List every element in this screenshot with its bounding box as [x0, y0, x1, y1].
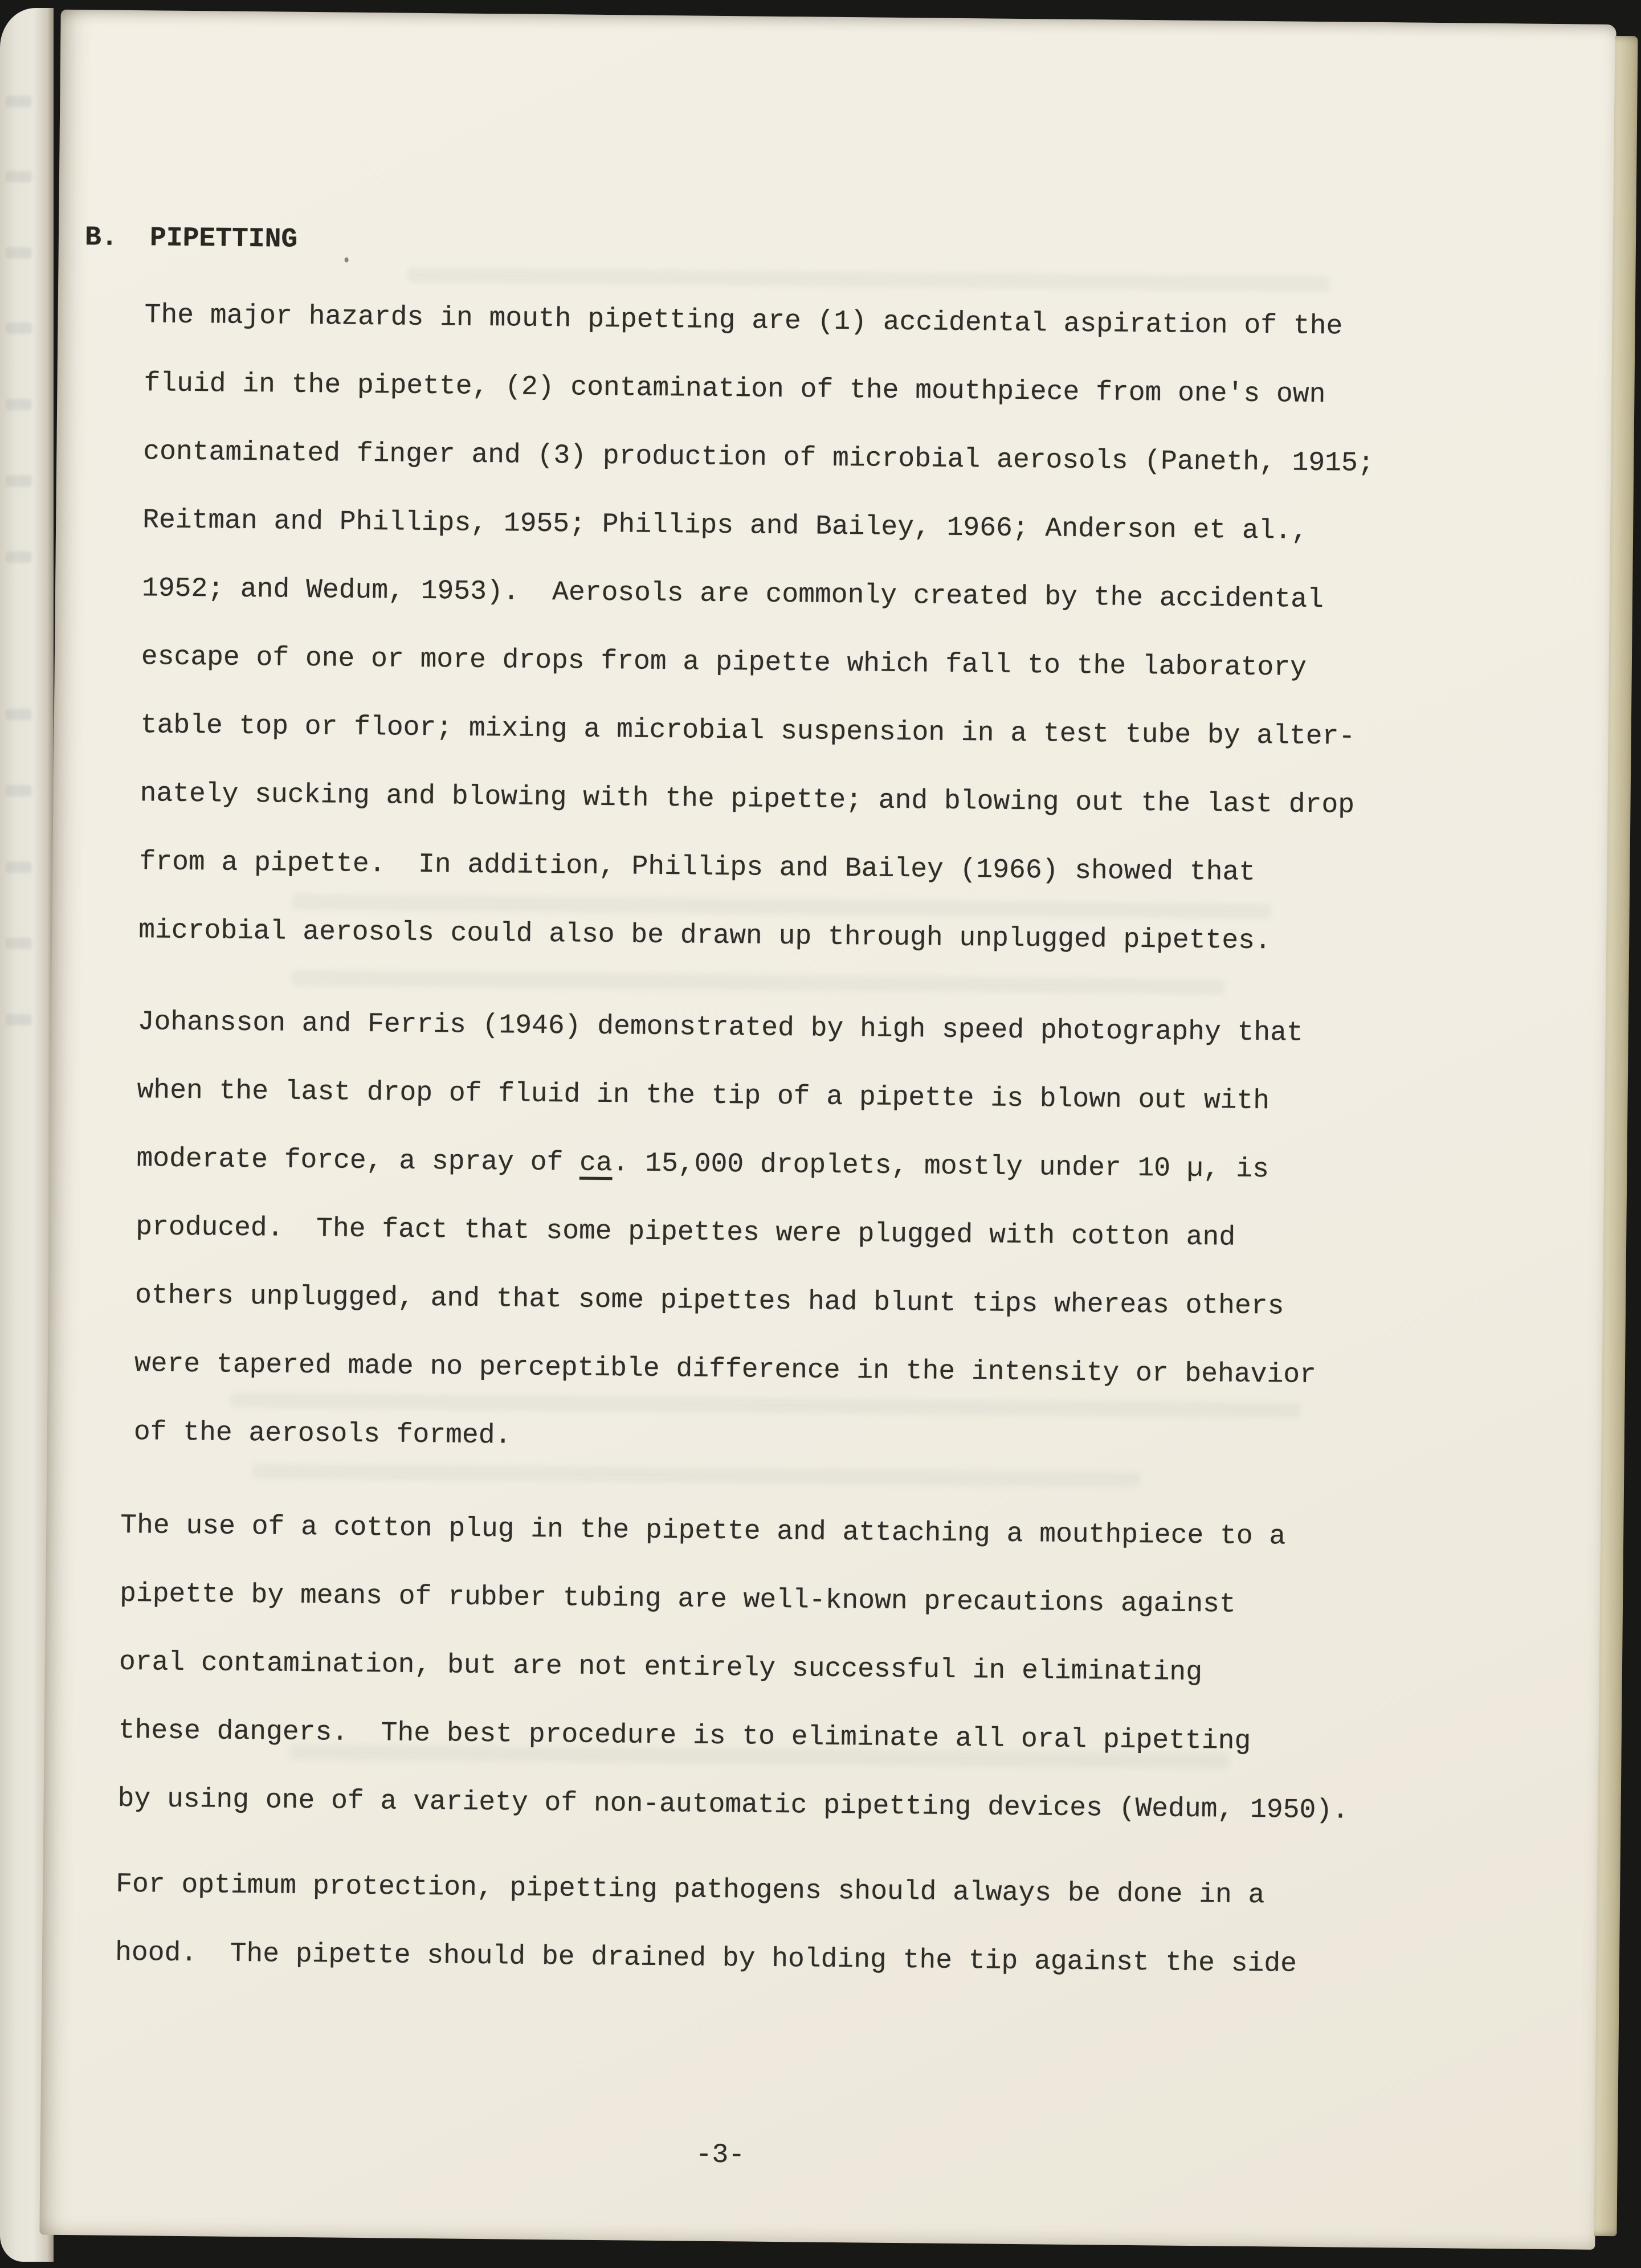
text-line [139, 828, 1370, 908]
text-line [138, 896, 1370, 976]
gutter-ghost-mark [6, 96, 32, 107]
text-segment: were tapered made no perceptible difference in the intensity or behavior [134, 1348, 1317, 1391]
text-line [143, 418, 1374, 498]
text-segment: contaminated finger and (3) production of microbial aerosols (Paneth, 1915; [143, 436, 1374, 479]
text-line [144, 349, 1375, 430]
text-segment: others unplugged, and that some pipettes had blunt tips whereas others [134, 1280, 1284, 1322]
paragraph-optimum-protection [115, 1850, 1297, 1999]
text-segment: these dangers. The best procedure is to eliminate all oral pipetting [118, 1715, 1251, 1757]
text-segment: nately sucking and blowing with the pipette; and blowing out the last drop [140, 778, 1355, 821]
text-line [137, 1056, 1319, 1136]
text-line [134, 1330, 1316, 1409]
text-line [141, 554, 1373, 635]
text-segment: pipette by means of rubber tubing are well-known precautions against [119, 1578, 1236, 1620]
text-segment: when the last drop of fluid in the tip of a pipette is blown out with [137, 1075, 1270, 1117]
text-segment: of the aerosols formed. [133, 1417, 512, 1452]
text-segment: from a pipette. In addition, Phillips and Bailey (1966) showed that [139, 847, 1256, 888]
text-line [144, 281, 1375, 361]
text-segment: hood. The pipette should be drained by holding the tip against the side [115, 1937, 1297, 1980]
text-segment: table top or floor; mixing a microbial suspension in a test tube by alter- [140, 710, 1356, 753]
underlined-text: ca [579, 1147, 613, 1179]
gutter-ghost-mark [6, 475, 32, 487]
gutter-ghost-mark [6, 861, 32, 873]
text-line [140, 759, 1371, 840]
text-line [136, 1193, 1318, 1273]
text-line [142, 486, 1374, 566]
text-segment: For optimum protection, pipetting pathogens should always be done in a [115, 1869, 1265, 1911]
document-page [39, 10, 1616, 2250]
heading-label: B. [84, 222, 118, 254]
gutter-ghost-mark [6, 399, 32, 410]
text-segment: moderate force, a spray of [136, 1143, 580, 1179]
text-line [116, 1850, 1298, 1930]
page-rotator [39, 10, 1639, 2250]
text-line [141, 623, 1372, 703]
text-line [137, 988, 1320, 1068]
gutter-ghost-mark [6, 551, 32, 563]
paragraph-major-hazards [138, 281, 1376, 976]
page-number: -3- [695, 2139, 745, 2171]
text-segment: by using one of a variety of non-automatic pipetting devices (Wedum, 1950). [117, 1783, 1349, 1826]
paragraph-johansson-ferris [133, 988, 1320, 1478]
text-line [115, 1919, 1297, 1999]
text-line [120, 1491, 1352, 1572]
text-segment: microbial aerosols could also be drawn up through unplugged pipettes. [138, 915, 1272, 957]
text-segment: fluid in the pipette, (2) contamination of the mouthpiece from one's own [144, 368, 1326, 411]
gutter-ghost-mark [6, 1014, 32, 1025]
text-segment: . 15,000 droplets, mostly under 10 µ, is [612, 1148, 1269, 1186]
text-segment: Reitman and Phillips, 1955; Phillips and Bailey, 1966; Anderson et al., [142, 505, 1308, 547]
text-segment: escape of one or more drops from a pipette which fall to the laboratory [141, 641, 1307, 684]
text-segment: Johansson and Ferris (1946) demonstrated by high speed photography that [137, 1007, 1304, 1049]
gutter-ghost-mark [6, 322, 32, 334]
text-line [140, 691, 1371, 771]
paragraph-cotton-plug [117, 1491, 1352, 1845]
text-line [118, 1697, 1349, 1777]
gutter-ghost-mark [6, 171, 32, 182]
text-line [119, 1628, 1350, 1709]
text-line [117, 1765, 1349, 1845]
section-heading [58, 203, 1614, 287]
text-line [135, 1261, 1317, 1341]
text-segment: oral contamination, but are not entirely successful in eliminating [119, 1646, 1203, 1689]
heading-title: PIPETTING [149, 223, 298, 255]
gutter-ghost-mark [6, 247, 32, 259]
gutter-ghost-mark [6, 785, 32, 796]
text-segment: produced. The fact that some pipettes were plugged with cotton and [136, 1212, 1236, 1253]
text-line [136, 1125, 1318, 1204]
text-segment: The major hazards in mouth pipetting are (1) accidental aspiration of the [144, 300, 1343, 342]
gutter-ghost-mark [6, 938, 32, 949]
text-line [133, 1398, 1316, 1478]
text-segment: 1952; and Wedum, 1953). Aerosols are commonly created by the accidental [141, 573, 1324, 616]
gutter-ghost-mark [6, 709, 32, 720]
text-line [120, 1560, 1351, 1640]
text-segment: The use of a cotton plug in the pipette and attaching a mouthpiece to a [120, 1510, 1286, 1552]
